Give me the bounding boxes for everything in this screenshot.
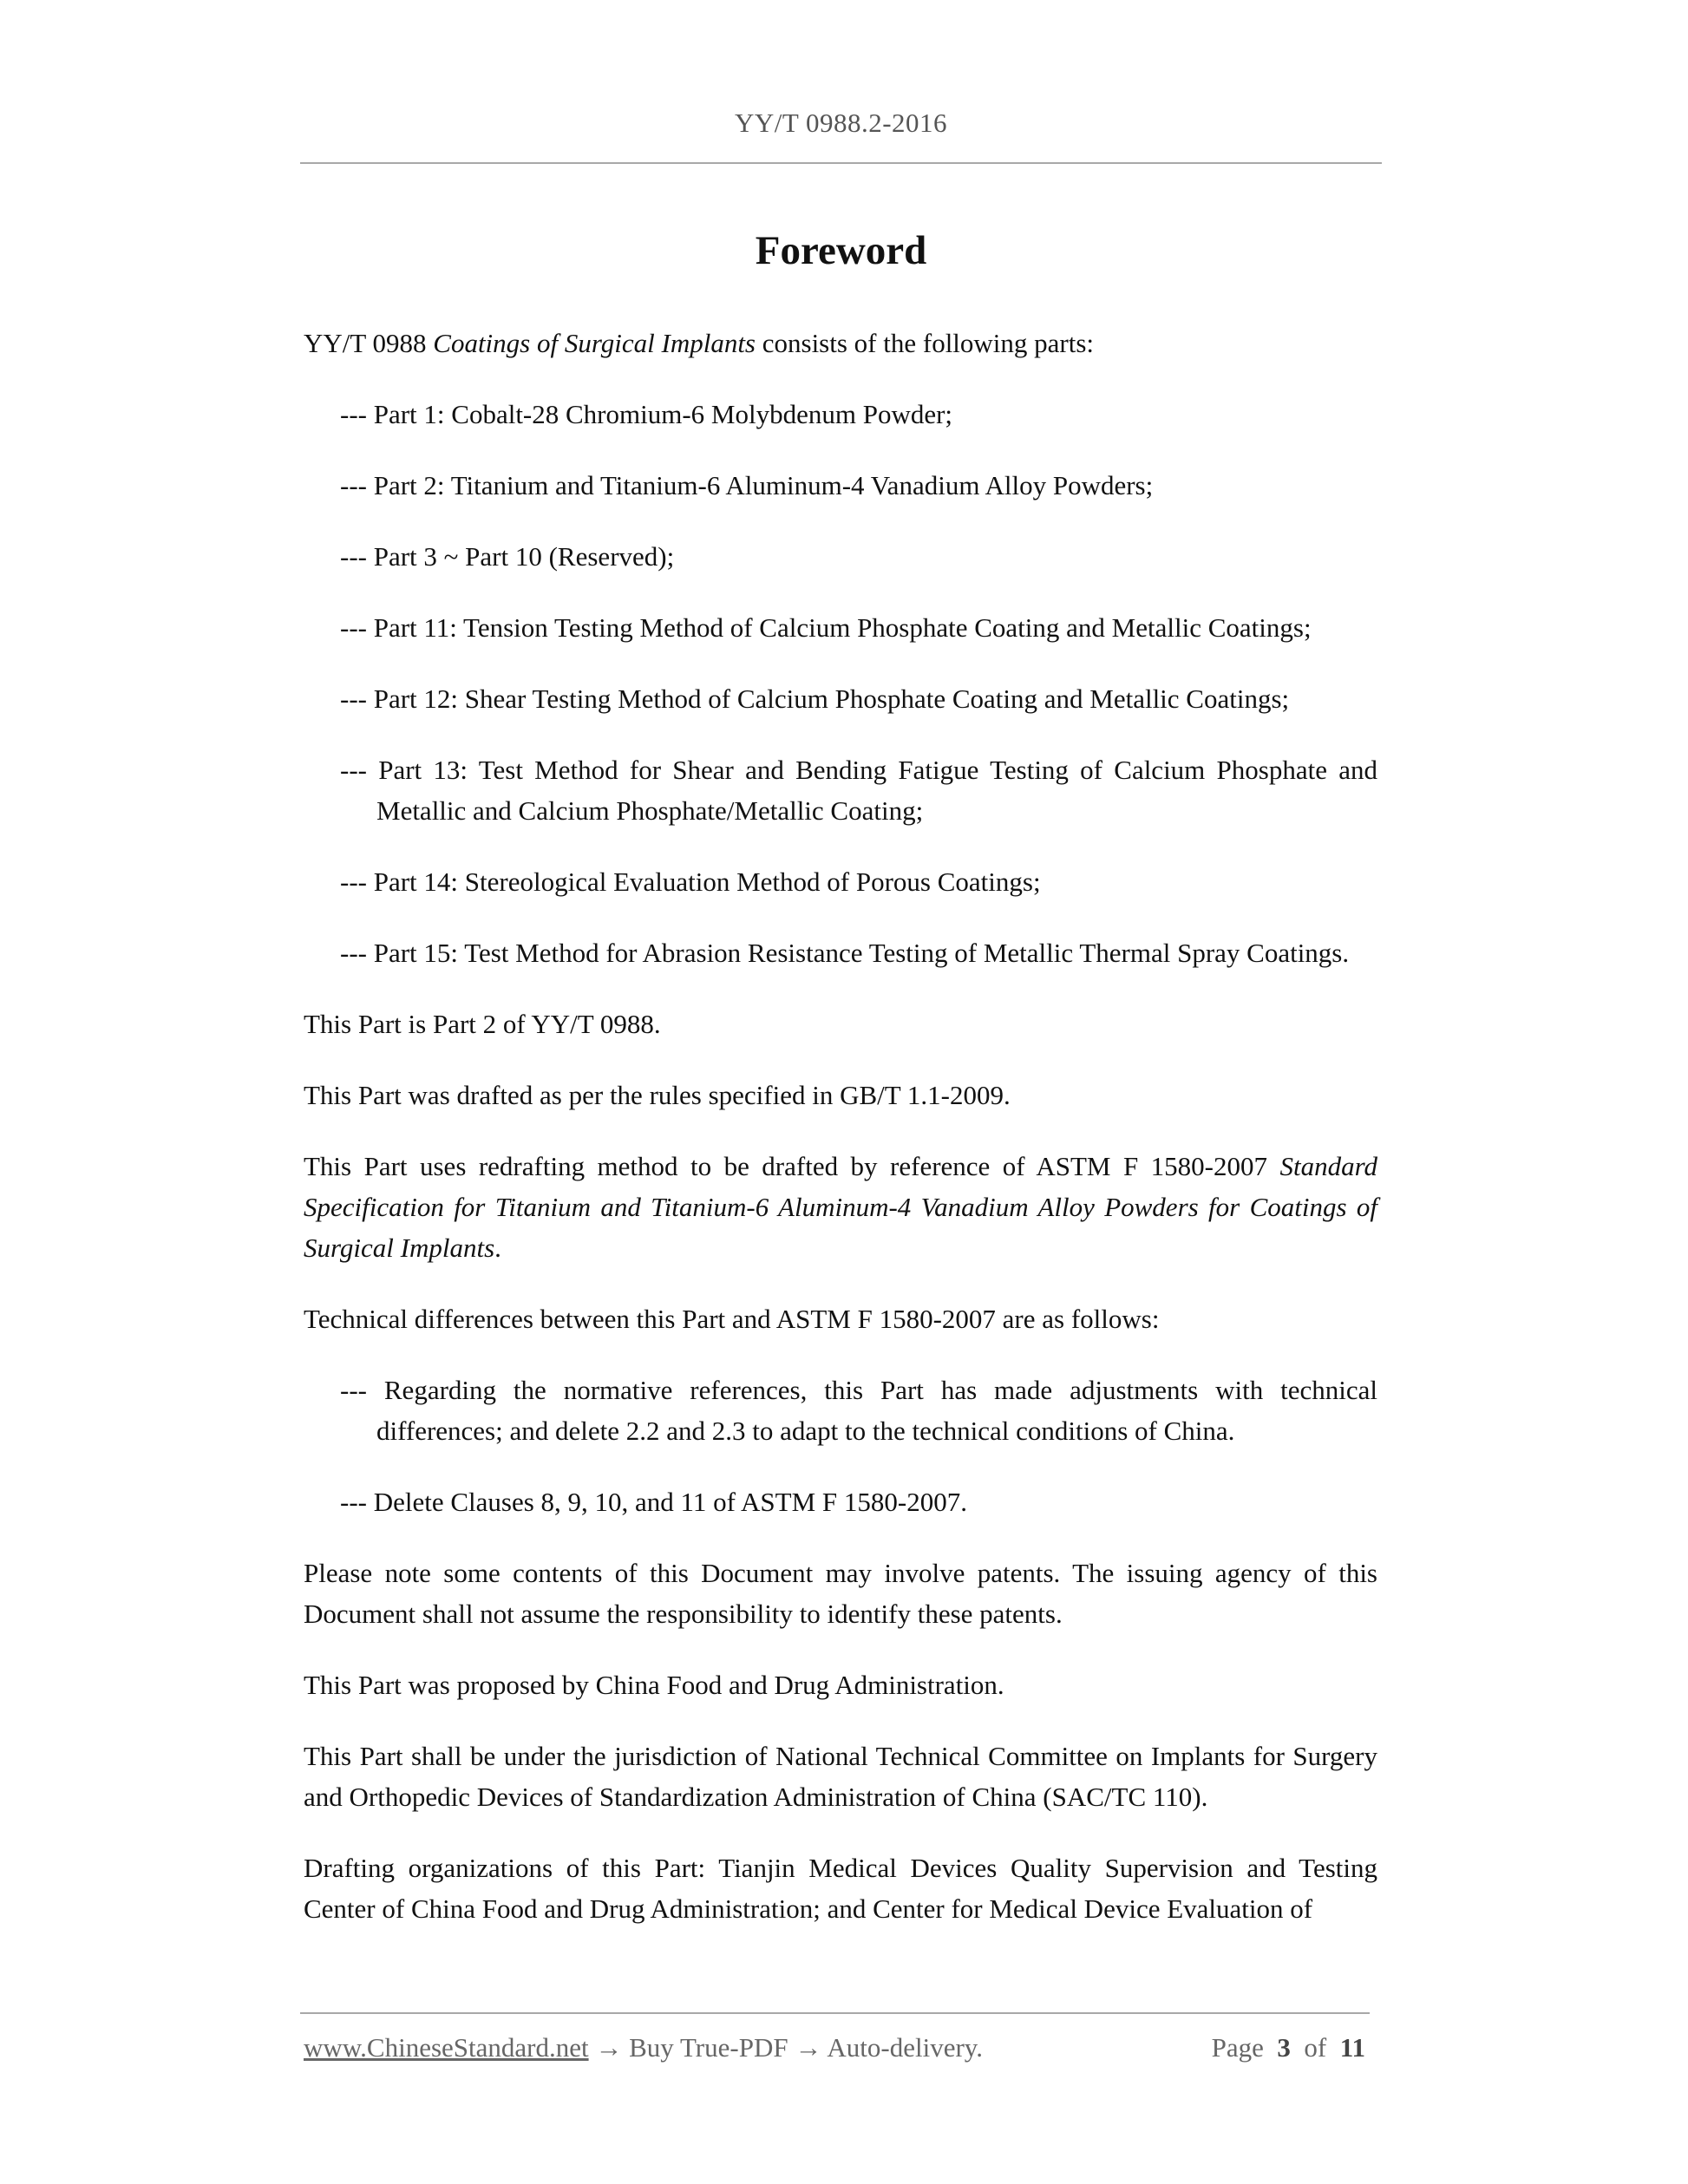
arrow-right-icon: →	[788, 2032, 828, 2063]
list-item: --- Part 11: Tension Testing Method of Calcium Phosphate Coating and Metallic Coatings;	[340, 612, 1312, 643]
list-item: --- Part 12: Shear Testing Method of Calcium Phosphate Coating and Metallic Coatings;	[340, 683, 1290, 714]
redraft-prefix: This Part uses redrafting method to be drafted by reference of ASTM F 1580-2007	[304, 1151, 1280, 1181]
running-header: YY/T 0988.2-2016	[734, 108, 948, 138]
buy-pdf-text: Buy True-PDF	[629, 2032, 788, 2063]
paragraph-drafted: This Part was drafted as per the rules specified in GB/T 1.1-2009.	[304, 1080, 1011, 1110]
paragraph-jurisdiction: This Part shall be under the jurisdiction of National Technical Committee on Implants for Surgery and Orthopedic Devices of Standardization Administration of China (SAC/TC 110).	[304, 1741, 1377, 1812]
intro-title-italic: Coatings of Surgical Implants	[433, 328, 756, 358]
header-divider	[300, 162, 1382, 164]
list-item: --- Part 15: Test Method for Abrasion Resistance Testing of Metallic Thermal Spray Coatings.	[340, 938, 1350, 968]
list-item: --- Delete Clauses 8, 9, 10, and 11 of ASTM F 1580-2007.	[340, 1487, 967, 1517]
list-item: --- Part 2: Titanium and Titanium-6 Aluminum-4 Vanadium Alloy Powders;	[340, 470, 1154, 500]
intro-prefix: YY/T 0988	[304, 328, 434, 358]
footer-links	[304, 2032, 983, 2063]
paragraph-tech-diff: Technical differences between this Part and ASTM F 1580-2007 are as follows:	[304, 1304, 1160, 1334]
list-item: --- Part 1: Cobalt-28 Chromium-6 Molybdenum Powder;	[340, 399, 953, 429]
paragraph-part-of: This Part is Part 2 of YY/T 0988.	[304, 1009, 661, 1039]
redraft-title-italic: Standard Specification for Titanium and Titanium-6 Aluminum-4 Vanadium Alloy Powders for Coatings of Surgical Implants	[304, 1151, 1377, 1263]
page-current: 3	[1277, 2032, 1291, 2063]
document-body	[304, 323, 1377, 1929]
redraft-suffix: .	[494, 1233, 501, 1263]
list-item: --- Part 3 ~ Part 10 (Reserved);	[340, 541, 675, 572]
list-item: --- Regarding the normative references, this Part has made adjustments with technical differences; and delete 2.2 and 2.3 to adapt to the technical conditions of China.	[340, 1375, 1377, 1446]
paragraph-proposed: This Part was proposed by China Food and Drug Administration.	[304, 1670, 1004, 1700]
auto-delivery-text: Auto-delivery.	[827, 2032, 984, 2063]
paragraph-redraft	[304, 1146, 1377, 1268]
page-title: Foreword	[755, 228, 927, 273]
paragraph-patents: Please note some contents of this Document may involve patents. The issuing agency of this Document shall not assume the responsibility to identify these patents.	[304, 1558, 1377, 1629]
page-label: Page	[1211, 2032, 1264, 2063]
paragraph-drafting-orgs: Drafting organizations of this Part: Tianjin Medical Devices Quality Supervision and Testing Center of China Food and Drug Administration; and Center for Medical Device Evaluation of	[304, 1853, 1377, 1924]
arrow-right-icon: →	[588, 2032, 630, 2063]
of-label: of	[1304, 2032, 1327, 2063]
intro-paragraph	[304, 323, 1377, 363]
page-total: 11	[1339, 2032, 1365, 2063]
website-link[interactable]: www.ChineseStandard.net	[304, 2032, 589, 2063]
page-number	[1212, 2032, 1365, 2063]
intro-suffix: consists of the following parts:	[756, 328, 1095, 358]
list-item: --- Part 14: Stereological Evaluation Method of Porous Coatings;	[340, 866, 1041, 897]
list-item: --- Part 13: Test Method for Shear and Bending Fatigue Testing of Calcium Phosphate and Metallic and Calcium Phosphate/Metallic Coating;	[340, 755, 1377, 826]
footer-divider	[300, 2012, 1370, 2014]
